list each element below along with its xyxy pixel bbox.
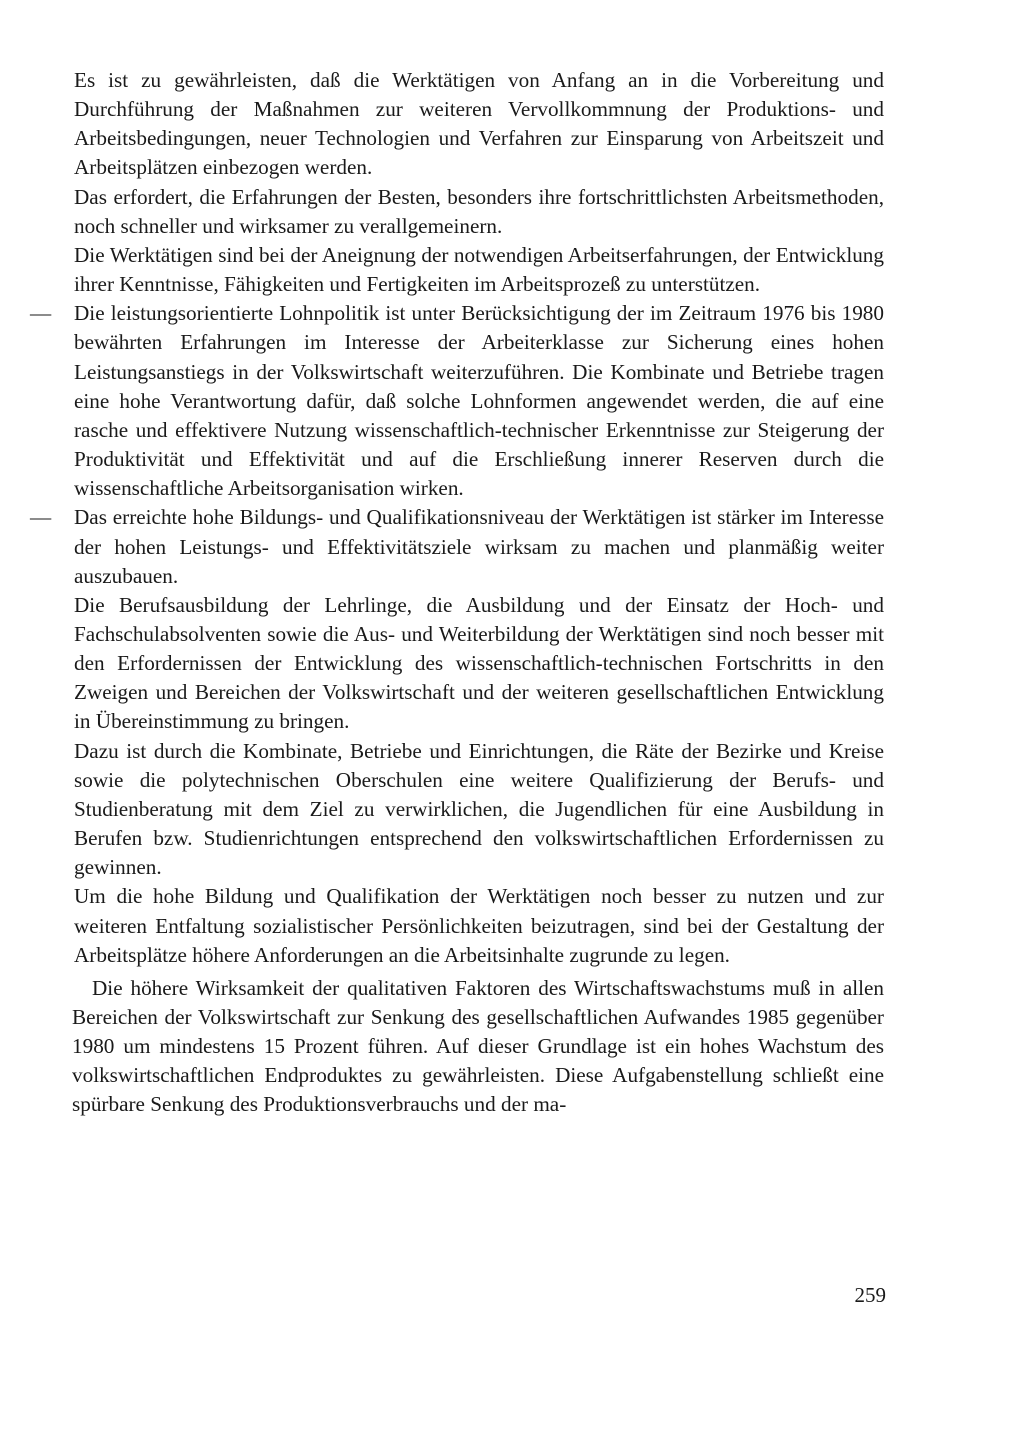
body-text	[30, 66, 884, 1120]
bullet-education-text: Das erreichte hohe Bildungs- und Qualifikationsniveau der Werktätigen ist stärker im Interesse der hohen Leistungs- und Effektivitätsziele wirksam zu machen und planmäßig weiter auszubauen.	[74, 505, 884, 588]
intro-paragraph-2: Das erfordert, die Erfahrungen der Besten, besonders ihre fortschrittlichsten Arbeitsmethoden, noch schneller und wirksamer zu verallgemeinern.	[74, 184, 884, 238]
education-paragraph-2: Dazu ist durch die Kombinate, Betriebe und Einrichtungen, die Räte der Bezirke und Kreise sowie die polytechnischen Oberschulen eine weitere Qualifizierung der Berufs- und Studienberatung mit dem Ziel zu verwirklichen, die Jugendlichen für eine Ausbildung in Berufen bzw. Studienrichtungen entsprechend den volkswirtschaftlichen Erfordernissen zu gewinnen.	[74, 738, 884, 880]
bullet-wage-policy	[30, 299, 884, 503]
bullet-education	[30, 503, 884, 970]
intro-paragraph-3: Die Werktätigen sind bei der Aneignung der notwendigen Arbeitserfahrungen, der Entwicklung ihrer Kenntnisse, Fähigkeiten und Fertigkeiten im Arbeitsprozeß zu unterstützen.	[74, 242, 884, 297]
bullet-dash: —	[30, 301, 52, 326]
education-paragraph-3: Um die hohe Bildung und Qualifikation der Werktätigen noch besser zu nutzen und zur weiteren Entfaltung sozialistischer Persönlichkeiten beizutragen, sind bei der Gestaltung der Arbeitsplätze höhere Anforderungen an die Arbeitsinhalte zugrunde zu legen.	[74, 884, 884, 967]
intro-paragraph-1: Es ist zu gewährleisten, daß die Werktätigen von Anfang an in die Vorbereitung und Durchführung der Maßnahmen zur weiteren Vervollkommnung der Produktions- und Arbeitsbedingungen, neuer Technologien und Verfahren zur Einsparung von Arbeitszeit und Arbeitsplätzen einbezogen werden.	[74, 68, 884, 180]
education-paragraph-1: Die Berufsausbildung der Lehrlinge, die Ausbildung und der Einsatz der Hoch- und Fachschulabsolventen sowie die Aus- und Weiterbildung der Werktätigen sind noch besser mit den Erfordernissen der Entwicklung des wissenschaftlich-technischen Fortschritts in den Zweigen und Bereichen der Volkswirtschaft und der weiteren gesellschaftlichen Entwicklung in Übereinstimmung zu bringen.	[74, 592, 884, 734]
final-paragraph: Die höhere Wirksamkeit der qualitativen Faktoren des Wirtschaftswachstums muß in allen Bereichen der Volkswirtschaft zur Senkung des gesellschaftlichen Aufwandes 1985 gegenüber 1980 um mindestens 15 Prozent führen. Auf dieser Grundlage ist ein hohes Wachstum des volkswirtschaftlichen Endproduktes zu gewährleisten. Diese Aufgabenstellung schließt eine spürbare Senkung des Produktionsverbrauchs und der ma-	[72, 975, 884, 1117]
bullet-dash: —	[30, 505, 52, 530]
bullet-wage-policy-text: Die leistungsorientierte Lohnpolitik ist unter Berücksichtigung der im Zeitraum 1976 bis 1980 bewährten Erfahrungen im Interesse der Arbeiterklasse zur Sicherung eines hohen Leistungsanstiegs in der Volkswirtschaft weiterzuführen. Die Kombinate und Betriebe tragen eine hohe Verantwortung dafür, daß solche Lohnformen angewendet werden, die auf eine rasche und effektivere Nutzung wissenschaftlich-technischer Erkenntnisse zur Steigerung der Produktivität und Effektivität und auf die Erschließung innerer Reserven durch die wissenschaftliche Arbeitsorganisation wirken.	[74, 301, 884, 501]
page-number: 259	[854, 1283, 886, 1307]
